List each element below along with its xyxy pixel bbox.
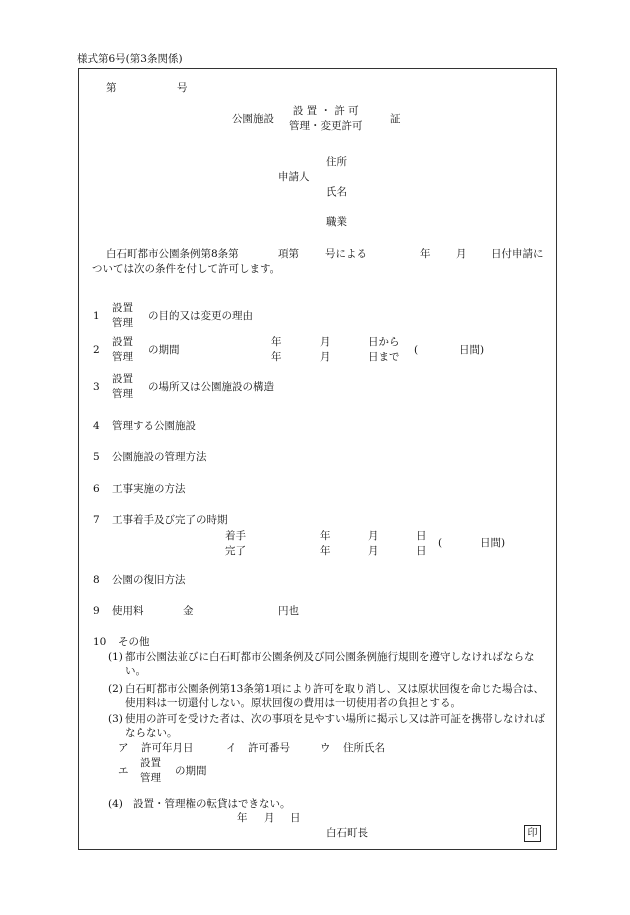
certificate-suffix: 証 <box>390 113 401 125</box>
item-2-from-day: 日から <box>368 336 400 348</box>
condition-3-i-mark: イ <box>226 742 237 754</box>
condition-3-a-text: 許可年月日 <box>141 742 194 754</box>
item-9-kin: 金 <box>183 605 194 617</box>
applicant-occupation-label: 職業 <box>326 216 347 228</box>
item-1-stack <box>112 301 133 331</box>
seal-mark: 印 <box>524 825 541 842</box>
condition-3-a-mark: ア <box>118 742 129 754</box>
intro-part-3: 号による <box>325 248 367 260</box>
condition-3-e-stack <box>140 756 161 786</box>
certificate-type <box>289 104 363 134</box>
item-7-number: 7 <box>93 514 100 526</box>
item-2-text: の期間 <box>148 344 180 356</box>
item-5-number: 5 <box>93 451 100 463</box>
item-2-days: 日間) <box>459 344 485 356</box>
item-2-number: 2 <box>93 344 100 356</box>
item-6-number: 6 <box>93 483 100 495</box>
item-7-start-label: 着手 <box>225 530 246 542</box>
condition-3-e-mark: エ <box>118 765 129 777</box>
condition-3-e-text: の期間 <box>175 765 207 777</box>
item-7-end-year: 年 <box>320 545 331 557</box>
item-9-text: 使用料 <box>112 605 144 617</box>
condition-3-number: (3) <box>108 713 123 725</box>
item-7-paren: ( <box>438 537 443 549</box>
item-1-top: 設置 <box>112 302 133 314</box>
item-1-number: 1 <box>93 310 100 322</box>
issue-month: 月 <box>264 812 275 824</box>
item-7-days: 日間) <box>480 537 506 549</box>
condition-1-text: 都市公園法並びに白石町都市公園条例及び同公園条例施行規則を遵守しなければならない。 <box>125 651 535 677</box>
item-3-stack <box>112 372 133 402</box>
item-9-number: 9 <box>93 605 100 617</box>
condition-3-u-text: 住所氏名 <box>343 742 385 754</box>
item-2-to-year: 年 <box>271 351 282 363</box>
condition-2-text: 白石町都市公園条例第13条第1項により許可を取り消し、又は原状回復を命じた場合は、使用料は一切還付しない。原状回復の費用は一切使用者の負担とする。 <box>125 683 545 709</box>
number-go: 号 <box>177 82 188 94</box>
item-10-number: 10 <box>93 636 107 648</box>
intro-part-4: 年 <box>420 248 431 260</box>
item-8-text: 公園の復旧方法 <box>112 574 186 586</box>
item-7-start-year: 年 <box>320 530 331 542</box>
item-6-text: 工事実施の方法 <box>112 483 186 495</box>
item-4-number: 4 <box>93 420 100 432</box>
condition-4-text: 設置・管理権の転貸はできない。 <box>133 798 291 810</box>
condition-3-u-mark: ウ <box>320 742 331 754</box>
item-2-to-day: 日まで <box>368 351 400 363</box>
item-7-end-month: 月 <box>368 545 379 557</box>
item-5-text: 公園施設の管理方法 <box>112 451 207 463</box>
condition-3-i-text: 許可番号 <box>248 742 290 754</box>
condition-3-e-bottom: 管理 <box>140 772 161 784</box>
item-3-bottom: 管理 <box>112 388 133 400</box>
intro-part-2: 項第 <box>278 248 299 260</box>
condition-3-e-top: 設置 <box>140 757 161 769</box>
intro-part-1: 白石町都市公園条例第8条第 <box>106 248 239 260</box>
item-1-bottom: 管理 <box>112 317 133 329</box>
condition-1-number: (1) <box>108 651 123 663</box>
item-7-text: 工事着手及び完了の時期 <box>112 514 228 526</box>
applicant-name-label: 氏名 <box>326 186 347 198</box>
type-line-1: 設 置 ・ 許 可 <box>292 105 359 117</box>
item-3-number: 3 <box>93 381 100 393</box>
applicant-address-label: 住所 <box>326 156 347 168</box>
item-7-end-label: 完了 <box>225 545 246 557</box>
condition-4-number: (4) <box>108 798 123 810</box>
item-3-text: の場所又は公園施設の構造 <box>148 381 274 393</box>
item-2-stack <box>112 335 133 365</box>
item-2-to-month: 月 <box>320 351 331 363</box>
item-7-start-month: 月 <box>368 530 379 542</box>
item-2-top: 設置 <box>112 336 133 348</box>
condition-3-text: 使用の許可を受けた者は、次の事項を見やすい場所に掲示し又は許可証を携帯しなければならない。 <box>125 713 545 739</box>
item-10-text: その他 <box>118 636 150 648</box>
type-line-2: 管理・変更許可 <box>289 120 363 132</box>
issue-day: 日 <box>290 812 301 824</box>
intro-part-6: 日付申請に <box>491 248 544 260</box>
item-1-text: の目的又は変更の理由 <box>148 310 253 322</box>
issuer-name: 白石町長 <box>326 827 368 839</box>
item-8-number: 8 <box>93 574 100 586</box>
item-2-bottom: 管理 <box>112 351 133 363</box>
item-4-text: 管理する公園施設 <box>112 420 196 432</box>
item-7-start-day: 日 <box>416 530 427 542</box>
facility-prefix: 公園施設 <box>232 113 274 125</box>
item-7-end-day: 日 <box>416 545 427 557</box>
item-3-top: 設置 <box>112 373 133 385</box>
intro-line-2: ついては次の条件を付して許可します。 <box>92 263 281 275</box>
item-2-paren: ( <box>414 344 419 356</box>
item-2-from-year: 年 <box>271 336 282 348</box>
form-label: 様式第6号(第3条関係) <box>77 53 183 65</box>
item-9-yen: 円也 <box>278 605 299 617</box>
condition-2-number: (2) <box>108 683 123 695</box>
intro-part-5: 月 <box>456 248 467 260</box>
number-dai: 第 <box>106 82 117 94</box>
issue-year: 年 <box>237 812 248 824</box>
item-2-from-month: 月 <box>320 336 331 348</box>
applicant-label: 申請人 <box>278 171 310 183</box>
